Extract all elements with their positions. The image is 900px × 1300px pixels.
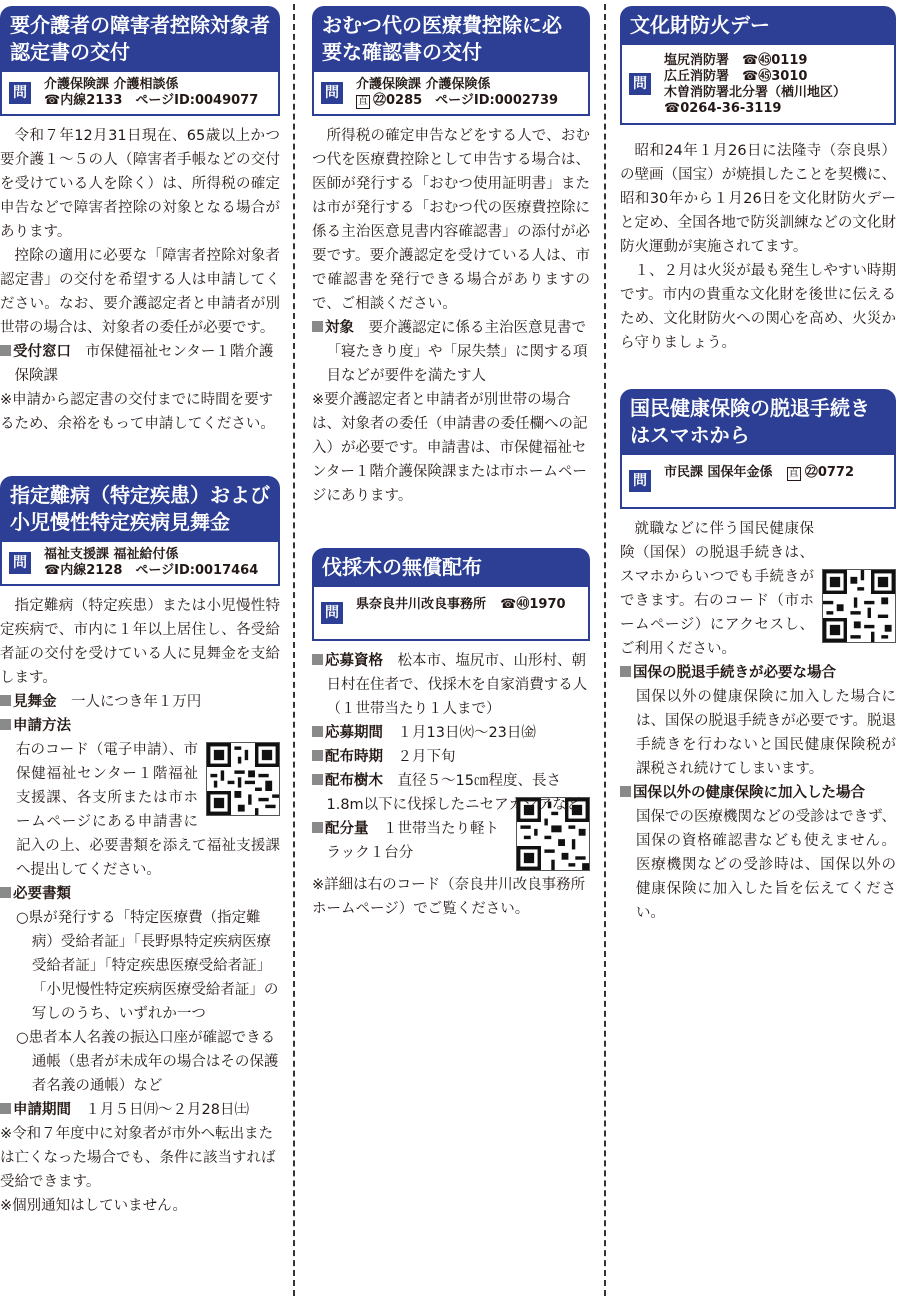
body-paragraph: 控除の適用に必要な「障害者控除対象者認定書」の交付を希望する人は申請してください。なお、要介護認定者と申請者が別世帯の場合は、対象者の委任が必要です。	[0, 248, 280, 336]
item-apply-period: 応募期間 １月13日㈫～23日㈮	[312, 721, 590, 745]
article-title: 国民健康保険の脱退手続きはスマホから	[620, 389, 896, 455]
article-disability-deduction	[0, 6, 280, 436]
body-paragraph: 所得税の確定申告などをする人で、おむつ代を医療費控除として申告する場合は、医師が発行する「おむつ使用証明書」または市が発行する「おむつ代の医療費控除に係る主治医意見書内容確認書」の添付が必要です。要介護認定を受けている人は、市で確認書を発行できる場合がありますので、ご相談ください。	[312, 128, 590, 312]
item-amount: 配分量 １世帯当たり軽トラック１台分	[312, 817, 590, 865]
qr-code-icon[interactable]	[206, 742, 280, 816]
article-intractable-disease	[0, 476, 280, 1218]
article-title: 指定難病（特定疾患）および小児慢性特定疾病見舞金	[0, 476, 280, 542]
contact-box	[312, 587, 590, 641]
body-paragraph: 令和７年12月31日現在、65歳以上かつ要介護１～５の人（障害者手帳などの交付を受けている人を除く）は、所得税の確定申告などで障害者控除の対象となる場合があります。	[0, 128, 280, 240]
contact-dept: 県奈良井川改良事務所	[356, 597, 487, 612]
item-text: 国保以外の健康保険に加入した場合には、国保の脱退手続きが必要です。脱退手続きを行わないと国民健康保険税が課税され続けてしまいます。	[635, 689, 896, 777]
article-health-insurance	[620, 389, 896, 925]
item-heading: 国保以外の健康保険に加入した場合	[620, 781, 896, 805]
column-divider	[293, 4, 295, 1296]
contact-dept: 福祉支援課 福祉給付係	[44, 547, 179, 562]
item-heading: 国保の脱退手続きが必要な場合	[620, 661, 896, 685]
square-bullet-icon	[0, 887, 11, 898]
square-bullet-icon	[620, 786, 631, 797]
square-bullet-icon	[312, 321, 323, 332]
item-qualification: 応募資格 松本市、塩尻市、山形村、朝日村在住者で、伐採木を自家消費する人（１世帯当たり１人まで）	[312, 649, 590, 721]
square-bullet-icon	[0, 695, 11, 706]
note: ※申請から認定書の交付までに時間を要するため、余裕をもって申請してください。	[0, 392, 275, 432]
note: ※要介護認定者と申請者が別世帯の場合は、対象者の委任（申請書の委任欄への記入）が必要です。申請書は、市保健福祉センター１階介護保険課または市ホームページにあります。	[312, 392, 588, 504]
inquiry-icon: 問	[9, 82, 31, 104]
item-method-label: 申請方法	[0, 714, 280, 738]
doc-item: ○患者本人名義の振込口座が確認できる通帳（患者が未成年の場合はその保護者名義の通帳）など	[15, 1030, 279, 1094]
station-row: 塩尻消防署 ☎㊺0119	[664, 53, 808, 68]
column-1	[0, 6, 280, 1218]
item-period: 申請期間 １月５日㈪～２月28日㈯	[0, 1098, 280, 1122]
item-window: 受付窓口 市保健福祉センター１階介護保険課	[0, 340, 280, 388]
article-diaper-deduction	[312, 6, 590, 508]
contact-dept: 市民課 国保年金係	[664, 465, 773, 480]
square-bullet-icon	[312, 750, 323, 761]
inquiry-icon: 問	[629, 470, 651, 492]
body-paragraph: 昭和24年１月26日に法隆寺（奈良県）の壁画（国宝）が焼損したことを契機に、昭和30年から１月26日を文化財防火デーと定め、全国各地で防災訓練などの文化財防火運動が実施されてます。	[620, 143, 896, 255]
inquiry-icon: 問	[629, 73, 651, 95]
square-bullet-icon	[312, 654, 323, 665]
square-bullet-icon	[620, 666, 631, 677]
square-bullet-icon	[312, 726, 323, 737]
phone-icon: ☎	[500, 597, 517, 612]
body-paragraph: １、２月は火災が最も発生しやすい時期です。市内の貴重な文化財を後世に伝えるため、文化財防火への関心を高め、火災から守りましょう。	[620, 263, 896, 351]
contact-ext: 内線2133 ページID:0049077	[60, 93, 259, 108]
contact-box	[620, 45, 896, 125]
item-tree: 配布樹木 直径５～15㎝程度、長さ1.8m以下に伐採したニセアカシアなど	[312, 769, 590, 817]
item-docs-label: 必要書類	[0, 882, 280, 906]
station-row: 木曽消防署北分署（楢川地区）	[664, 85, 847, 100]
square-bullet-icon	[0, 719, 11, 730]
item-distribution: 配布時期 ２月下旬	[312, 745, 590, 769]
square-bullet-icon	[312, 822, 323, 833]
contact-dept: 介護保険課 介護相談係	[44, 77, 179, 92]
contact-phone: ㊵1970	[516, 597, 566, 612]
method-text: 右のコード（電子申請）、市保健福祉センター１階福祉支援課、各支所または市ホームページにある申請書に記入の上、必要書類を添えて福祉支援課へ提出してください。	[15, 742, 280, 878]
contact-dept: 介護保険課 介護保険係	[356, 77, 491, 92]
note: ※詳細は右のコード（奈良井川改良事務所ホームページ）でご覧ください。	[312, 877, 586, 917]
body-paragraph: 就職などに伴う国民健康保険（国保）の脱退手続きは、スマホからいつでも手続きができます。右のコード（市ホームページ）にアクセスし、ご利用ください。	[620, 521, 814, 657]
phone-icon: ☎	[664, 101, 681, 116]
column-3	[620, 6, 896, 925]
body-paragraph: 指定難病（特定疾患）または小児慢性特定疾病で、市内に１年以上居住し、各受給者証の交付を受けている人に見舞金を支給します。	[0, 598, 280, 686]
inquiry-icon: 問	[321, 602, 343, 624]
note: ※令和７年度中に対象者が市外へ転出または亡くなった場合でも、条件に該当すれば受給できます。	[0, 1126, 276, 1190]
contact-box	[0, 542, 280, 586]
article-title: 文化財防火デー	[620, 6, 896, 45]
square-bullet-icon	[0, 345, 11, 356]
column-divider	[604, 4, 606, 1296]
article-title: 要介護者の障害者控除対象者認定書の交付	[0, 6, 280, 72]
contact-fax: ㉒0772	[804, 465, 854, 480]
article-title: 伐採木の無償配布	[312, 548, 590, 587]
contact-box	[0, 72, 280, 116]
article-title: おむつ代の医療費控除に必要な確認書の交付	[312, 6, 590, 72]
fax-icon: 直	[788, 468, 799, 479]
phone-icon: ☎	[742, 69, 759, 84]
note: ※個別通知はしていません。	[0, 1198, 188, 1214]
inquiry-icon: 問	[321, 82, 343, 104]
column-2	[312, 6, 590, 921]
phone-icon: ☎	[742, 53, 759, 68]
doc-item: ○県が発行する「特定医療費（指定難病）受給者証」「長野県特定疾病医療受給者証」「特定疾患医療受給者証」「小児慢性特定疾病医療受給者証」の写しのうち、いずれか一つ	[15, 910, 279, 1022]
phone-icon: ☎	[44, 563, 61, 578]
station-row: 広丘消防署 ☎㊺3010	[664, 69, 808, 84]
fax-icon: 直	[358, 96, 368, 107]
station-row: ☎0264-36-3119	[664, 101, 782, 116]
item-target: 対象 要介護認定に係る主治医意見書で「寝たきり度」や「尿失禁」に関する項目などが要件を満たす人	[312, 316, 590, 388]
phone-icon: ☎	[44, 93, 61, 108]
inquiry-icon: 問	[9, 552, 31, 574]
contact-box	[312, 72, 590, 116]
square-bullet-icon	[0, 1103, 11, 1114]
contact-ext: 内線2128 ページID:0017464	[60, 563, 259, 578]
item-text: 国保での医療機関などの受診はできず、国保の資格確認書なども使えません。医療機関などの受診時は、国保以外の健康保険に加入した旨を伝えてください。	[635, 809, 896, 921]
square-bullet-icon	[312, 774, 323, 785]
item-amount: 見舞金 一人につき年１万円	[0, 690, 280, 714]
contact-box	[620, 455, 896, 509]
article-fire-prevention	[620, 6, 896, 355]
contact-ext: ㉒0285 ページID:0002739	[373, 93, 559, 108]
article-free-timber	[312, 548, 590, 921]
qr-code-icon[interactable]	[822, 569, 896, 643]
